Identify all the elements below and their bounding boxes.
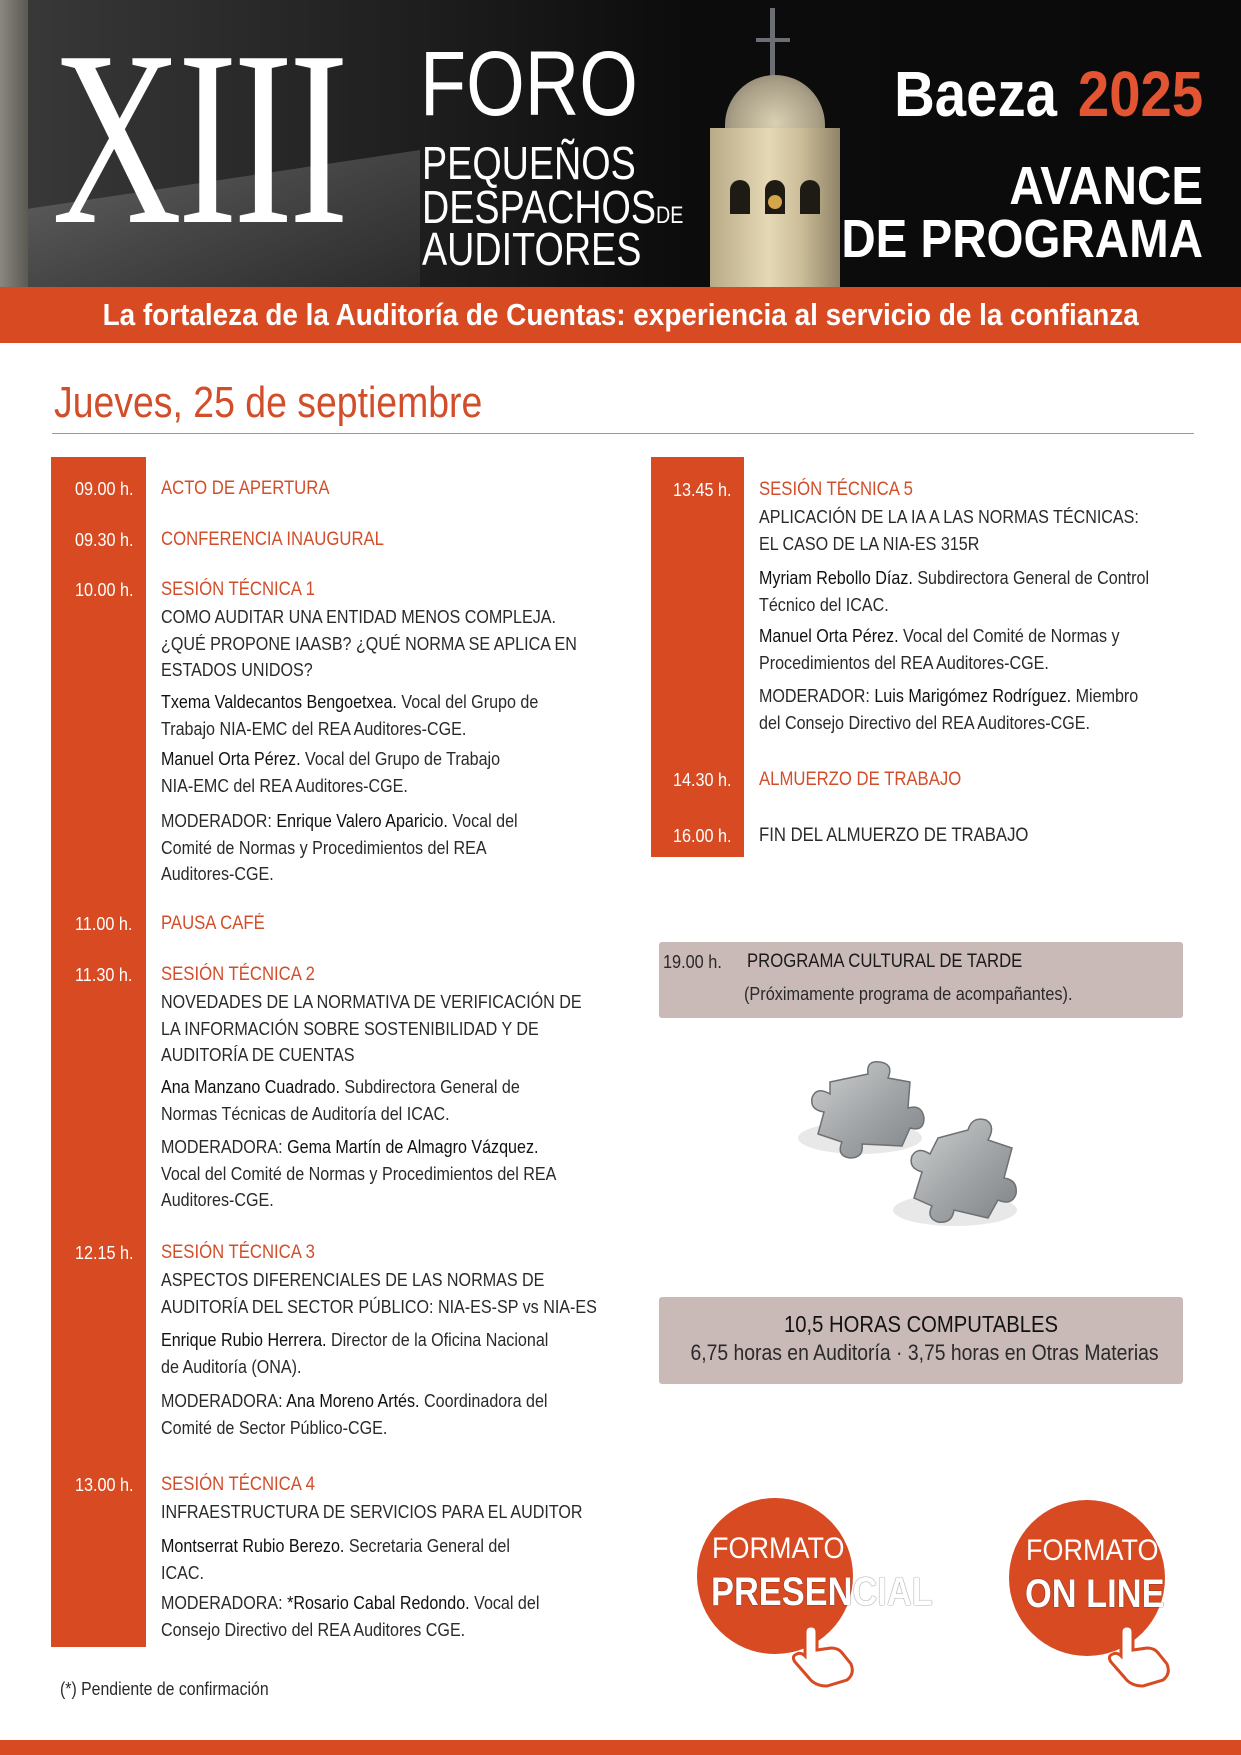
moderator: MODERADOR: Enrique Valero Aparicio. Vocal del Comité de Normas y Procedimientos del REA Auditores-CGE.: [161, 810, 518, 884]
format-label: FORMATO: [712, 1532, 845, 1565]
computable-hours-box: [659, 1297, 1183, 1384]
time-label: 19.00 h.: [663, 951, 722, 972]
speaker: Manuel Orta Pérez. Vocal del Comité de Normas y Procedimientos del REA Auditores-CGE.: [759, 625, 1120, 673]
format-label: FORMATO: [1026, 1534, 1159, 1567]
session-topic: INFRAESTRUCTURA DE SERVICIOS PARA EL AUDITOR: [161, 1501, 583, 1522]
format-presencial-button[interactable]: [697, 1498, 933, 1658]
session-title: ALMUERZO DE TRABAJO: [759, 769, 962, 790]
session-topic: COMO AUDITAR UNA ENTIDAD MENOS COMPLEJA. ¿QUÉ PROPONE IAASB? ¿QUÉ NORMA SE APLICA EN ESTADOS UNIDOS?: [161, 606, 577, 680]
time-label: 10.00 h.: [75, 580, 134, 600]
format-type: PRESENCIAL: [711, 1570, 933, 1614]
time-label: 13.00 h.: [75, 1475, 134, 1495]
time-label: 12.15 h.: [75, 1243, 134, 1263]
moderator: MODERADOR: Luis Marigómez Rodríguez. Miembro del Consejo Directivo del REA Auditores-CGE.: [759, 685, 1139, 733]
session-title: SESIÓN TÉCNICA 4: [161, 1474, 315, 1495]
stone-wall-image: [0, 0, 28, 287]
speaker: Txema Valdecantos Bengoetxea. Vocal del Grupo de Trabajo NIA-EMC del REA Auditores-CGE.: [161, 691, 539, 739]
speaker: Ana Manzano Cuadrado. Subdirectora General de Normas Técnicas de Auditoría del ICAC.: [161, 1076, 520, 1124]
right-time-bar: [651, 457, 744, 857]
moderator: MODERADORA: *Rosario Cabal Redondo. Vocal del Consejo Directivo del REA Auditores CGE.: [161, 1592, 540, 1640]
session-title: SESIÓN TÉCNICA 3: [161, 1242, 315, 1263]
hand-pointer-icon: [1103, 1624, 1175, 1688]
day-title: Jueves, 25 de septiembre: [54, 378, 483, 427]
cultural-note: (Próximamente programa de acompañantes).: [744, 983, 1073, 1004]
format-type: ON LINE: [1025, 1572, 1165, 1616]
avance-title: AVANCE DE PROGRAMA: [841, 156, 1203, 269]
time-label: 11.30 h.: [75, 965, 133, 985]
speaker: Myriam Rebollo Díaz. Subdirectora General de Control Técnico del ICAC.: [759, 567, 1150, 615]
time-label: 16.00 h.: [673, 826, 732, 846]
footnote: (*) Pendiente de confirmación: [60, 1679, 269, 1699]
time-label: 13.45 h.: [673, 480, 732, 500]
session-title: FIN DEL ALMUERZO DE TRABAJO: [759, 825, 1029, 846]
foro-title: FORO: [420, 33, 638, 135]
session-title: SESIÓN TÉCNICA 5: [759, 479, 913, 500]
cultural-title: PROGRAMA CULTURAL DE TARDE: [747, 951, 1023, 972]
speaker: Montserrat Rubio Berezo. Secretaria General del ICAC.: [161, 1535, 510, 1583]
hours-detail: 6,75 horas en Auditoría · 3,75 horas en Otras Materias: [690, 1340, 1159, 1365]
session-title: CONFERENCIA INAUGURAL: [161, 529, 384, 550]
edition-number: XIII: [52, 0, 345, 277]
city-year: Baeza 2025: [893, 58, 1203, 130]
puzzle-pieces-image: [790, 1060, 1050, 1240]
header-banner: [0, 0, 1241, 287]
cultural-program-box: [659, 942, 1183, 1018]
time-label: 14.30 h.: [673, 770, 732, 790]
divider: [52, 433, 1194, 434]
session-topic: ASPECTOS DIFERENCIALES DE LAS NORMAS DE AUDITORÍA DEL SECTOR PÚBLICO: NIA-ES-SP vs NIA-ES: [161, 1269, 597, 1317]
speaker: Enrique Rubio Herrera. Director de la Oficina Nacional de Auditoría (ONA).: [161, 1329, 549, 1377]
format-online-button[interactable]: [1009, 1500, 1169, 1660]
bottom-bar: [0, 1740, 1241, 1755]
title-line-3: AUDITORES: [422, 223, 642, 275]
time-label: 11.00 h.: [75, 914, 133, 934]
tagline-band: La fortaleza de la Auditoría de Cuentas: experiencia al servicio de la confianza: [0, 287, 1241, 343]
session-title: ACTO DE APERTURA: [161, 478, 330, 499]
session-title: PAUSA CAFÉ: [161, 913, 265, 934]
left-time-bar: [51, 457, 146, 1647]
title-line-2: DESPACHOSDE: [422, 181, 684, 233]
title-line-1: PEQUEÑOS: [422, 137, 636, 189]
speaker: Manuel Orta Pérez. Vocal del Grupo de Trabajo NIA-EMC del REA Auditores-CGE.: [161, 748, 501, 796]
session-topic: NOVEDADES DE LA NORMATIVA DE VERIFICACIÓN DE LA INFORMACIÓN SOBRE SOSTENIBILIDAD Y DE AUDITORÍA DE CUENTAS: [161, 991, 582, 1065]
session-topic: APLICACIÓN DE LA IA A LAS NORMAS TÉCNICAS: EL CASO DE LA NIA-ES 315R: [759, 506, 1139, 554]
moderator: MODERADORA: Ana Moreno Artés. Coordinadora del Comité de Sector Público-CGE.: [161, 1390, 548, 1438]
time-label: 09.30 h.: [75, 530, 134, 550]
session-title: SESIÓN TÉCNICA 1: [161, 579, 315, 600]
time-label: 09.00 h.: [75, 479, 134, 499]
moderator: MODERADORA: Gema Martín de Almagro Vázquez. Vocal del Comité de Normas y Procedimientos del REA Auditores-CGE.: [161, 1136, 557, 1210]
bell-tower-image: [690, 0, 860, 287]
hand-pointer-icon: [787, 1624, 859, 1688]
hours-title: 10,5 HORAS COMPUTABLES: [783, 1311, 1059, 1337]
session-title: SESIÓN TÉCNICA 2: [161, 964, 315, 985]
